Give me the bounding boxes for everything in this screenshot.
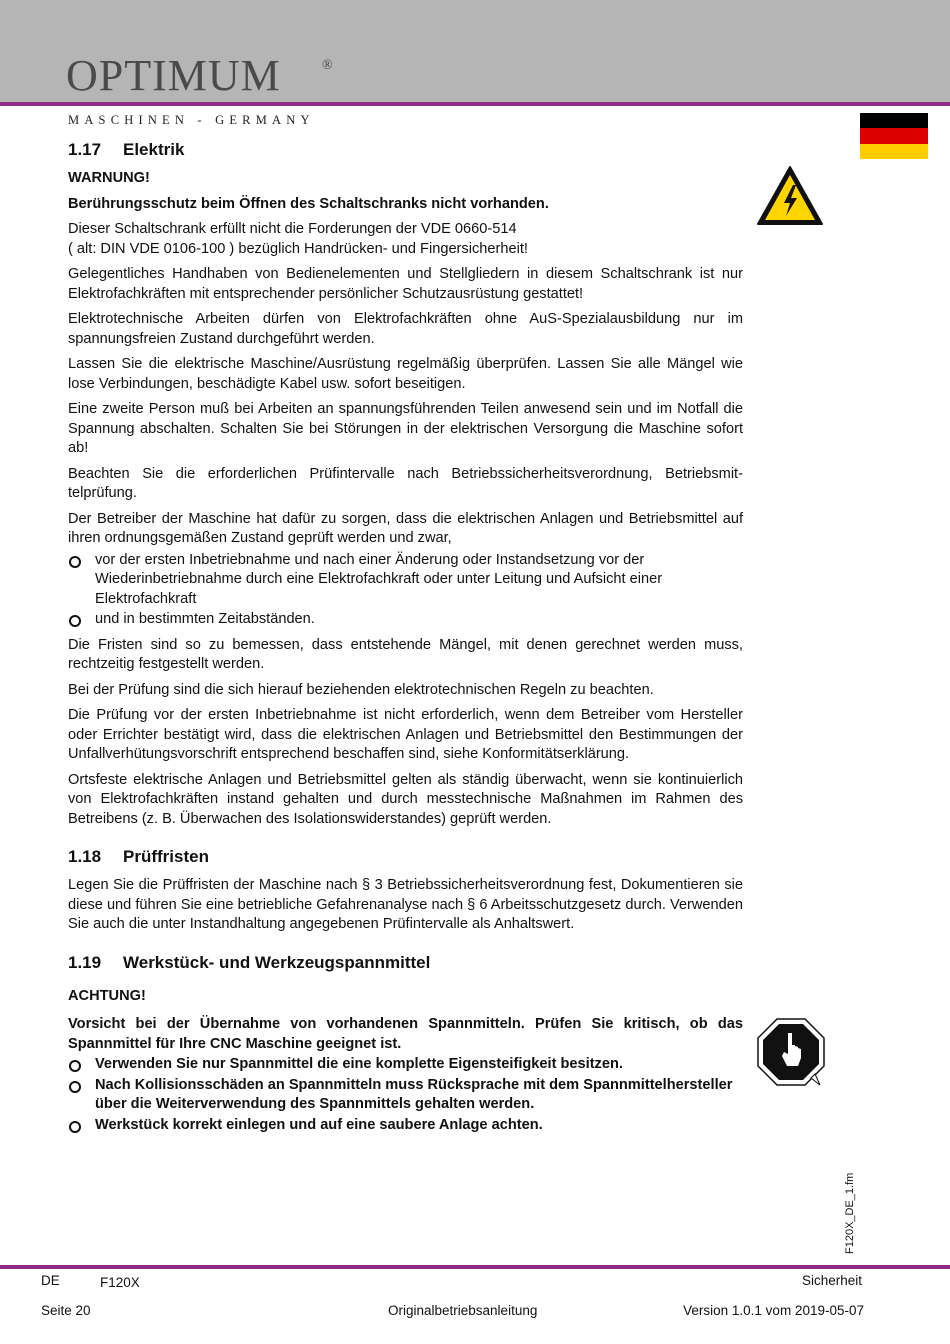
list-item [68,610,743,630]
paragraph: Eine zweite Person muß bei Arbeiten an spannungsführenden Teilen anwesend sein und im Notfall die Spannung abschalten. Schalten Sie bei Störungen in der elektrischen Versorgung die Maschine sofort ab! [68,401,743,456]
list-item [68,1055,743,1075]
paragraph [68,220,743,259]
footer-model: F120X [100,1275,140,1290]
footer-section: Sicherheit [801,1273,862,1288]
section-heading-1-19 [68,951,743,975]
page-content [68,138,743,1141]
list-item [68,1076,743,1115]
german-flag-icon [860,113,928,159]
paragraph: Legen Sie die Prüffristen der Maschine nach § 3 Betriebssicherheitsverordnung fest, Dokumentieren sie diese und führen Sie eine betriebliche Gefahrenanalyse nach § 6 Arbeitsschutzgesetz durch. Verwenden Sie auch die unter Instandhaltung angegebenen Prüfintervalle als Anhaltswert. [68,877,743,932]
high-voltage-warning-icon [756,165,824,227]
list-item-text: vor der ersten Inbetriebnahme und nach einer Änderung oder Instandsetzung vor der Wiederinbetriebnahme durch eine Elektrofachkraft oder unter Leitung und Aufsicht einer Elektrofachkraft [95,551,663,607]
footer-version: Version 1.0.1 vom 2019-05-07 [683,1303,864,1318]
paragraph: Ortsfeste elektrische Anlagen und Betriebsmittel gelten als ständig überwacht, wenn sie kontinuierlich von Elektrofachkräften instand gehalten und durch messtechnische Maßnahmen im Rahmen des Betreibens (z. B. Überwachen des Isolationswiderstandes) geprüft werden. [68,771,743,827]
bullet-icon [69,615,81,627]
caution-lead: Vorsicht bei der Übernahme von vorhandenen Spannmitteln. Prüfen Sie kritisch, ob das Spannmittel für Ihre CNC Maschine geeignet ist. [68,1016,743,1052]
paragraph: Lassen Sie die elektrische Maschine/Ausrüstung regelmäßig überprüfen. Lassen Sie alle Mängel wie lose Verbindungen, beschädigte Kabel usw. sofort beseitigen. [68,356,743,392]
section-title: Werkstück- und Werkzeugspannmittel [123,952,431,972]
bullet-list [68,1055,743,1135]
footer-language: DE [41,1273,60,1288]
hand-stop-caution-icon [757,1018,825,1086]
section-title: Elektrik [123,140,185,159]
brand-logo: OPTIMUM [66,51,281,100]
list-item [68,1116,743,1136]
caution-label: ACHTUNG! [68,987,146,1004]
brand-tagline: MASCHINEN - GERMANY [68,113,315,127]
bullet-icon [69,556,81,568]
footer-doc-type: Originalbetriebsanleitung [388,1303,538,1318]
list-item-text: und in bestimmten Zeitabständen. [95,611,315,627]
paragraph: Bei der Prüfung sind die sich hierauf beziehenden elektrotechnischen Regeln zu beachten. [68,681,654,698]
paragraph-line: ( alt: DIN VDE 0106-100 ) bezüglich Handrücken- und Fingersicherheit! [68,240,528,257]
bullet-list [68,551,743,630]
paragraph: Der Betreiber der Maschine hat dafür zu sorgen, dass die elektrischen Anlagen und Betriebsmittel auf ihren ordnungsgemäßen Zustand geprüft werden und zwar, [68,510,743,546]
warning-lead: Berührungsschutz beim Öffnen des Schaltschranks nicht vorhanden. [68,195,549,212]
paragraph: Gelegentliches Handhaben von Bedienelementen und Stellgliedern in diesem Schaltschrank ist nur Elektrofachkräften mit entsprechender persönlicher Schutzausrüstung gestattet! [68,266,743,302]
bullet-icon [69,1081,81,1093]
section-number: 1.19 [68,952,102,972]
list-item [68,551,743,610]
footer-page-number: Seite 20 [41,1303,91,1318]
file-name-label: F120X_DE_1.fm [844,1172,856,1254]
section-number: 1.17 [68,140,102,159]
paragraph: Beachten Sie die erforderlichen Prüfintervalle nach Betriebssicherheitsverordnung, Betriebsmittelprüfung. [68,465,743,501]
footer-rule [0,1265,950,1269]
bullet-icon [69,1060,81,1072]
section-number: 1.18 [68,847,102,866]
section-title: Prüffristen [123,847,209,866]
section-heading-1-17 [68,138,743,162]
list-item-text: Verwenden Sie nur Spannmittel die eine komplette Eigensteifigkeit besitzen. [95,1056,623,1072]
list-item-text: Nach Kollisionsschäden an Spannmitteln muss Rücksprache mit dem Spannmittelhersteller über die Weiterverwendung des Spannmittels gehalten werden. [95,1076,733,1112]
paragraph: Die Prüfung vor der ersten Inbetriebnahme ist nicht erforderlich, wenn dem Betreiber vom Hersteller oder Errichter bestätigt wird, dass die elektrischen Anlagen und Betriebsmittel den Bestimmungen der Unfallverhütungsvorschrift entsprechend beschaffen sind, siehe Konformitätserklärung. [68,707,743,762]
header-rule [0,102,950,106]
paragraph-line: Dieser Schaltschrank erfüllt nicht die Forderungen der VDE 0660-514 [68,221,517,237]
paragraph: Die Fristen sind so zu bemessen, dass entstehende Mängel, mit denen gerechnet werden muss, rechtzeitig festgestellt werden. [68,636,743,672]
warning-label: WARNUNG! [68,170,150,186]
paragraph: Elektrotechnische Arbeiten dürfen von Elektrofachkräften ohne AuS-Spezialausbildung nur im spannungsfreien Zustand durchgeführt werden. [68,311,743,347]
registered-mark: ® [322,58,333,73]
section-heading-1-18 [68,845,743,869]
bullet-icon [69,1121,81,1133]
list-item-text: Werkstück korrekt einlegen und auf eine saubere Anlage achten. [95,1116,543,1133]
